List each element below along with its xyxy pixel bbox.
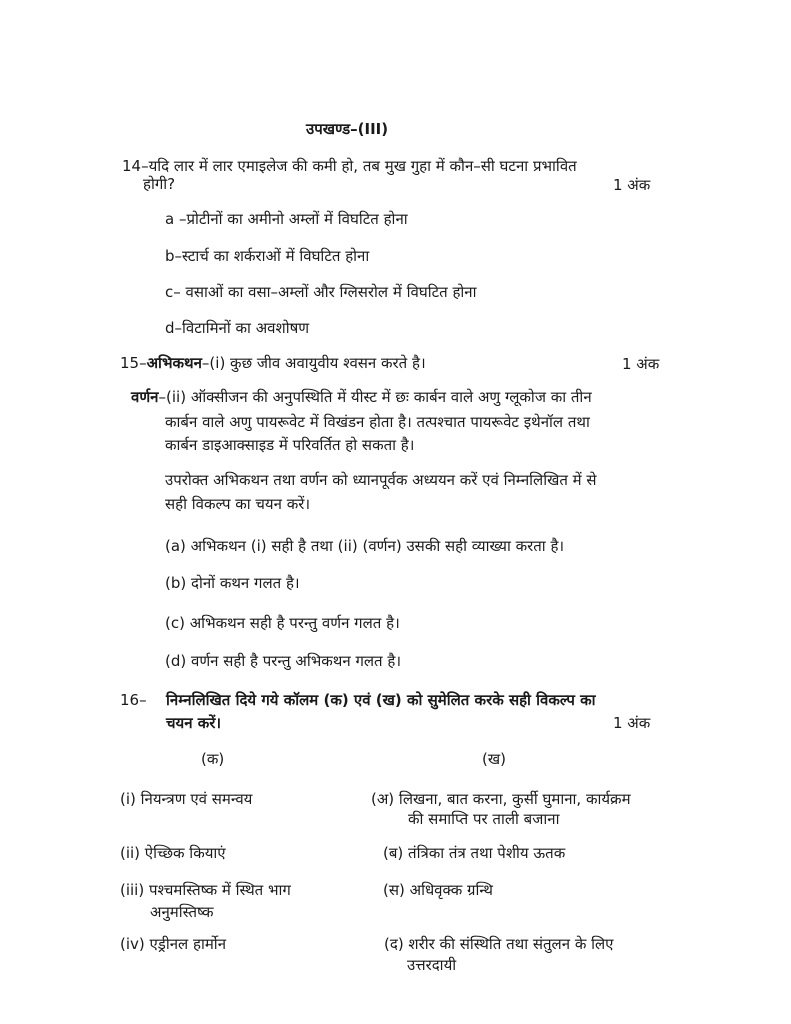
- q14-option-d: d–विटामिनों का अवशोषण: [165, 319, 310, 337]
- q15-option-b: (b) दोनों कथन गलत है।: [165, 574, 300, 592]
- q15-reason-line2: कार्बन वाले अणु पायरूवेट में विखंडन होता है। तत्पश्चात पायरूवेट इथेनॉल तथा: [165, 413, 590, 431]
- col-b-item-2: (ब) तंत्रिका तंत्र तथा पेशीय ऊतक: [383, 844, 566, 862]
- q15-assertion-line: [120, 353, 426, 373]
- column-a-header: (क): [201, 750, 225, 768]
- col-b-item-4-cont: उत्तरदायी: [407, 956, 457, 974]
- col-a-item-1: (i) नियन्त्रण एवं समन्वय: [120, 790, 253, 808]
- col-b-item-4: (द) शरीर की संस्थिति तथा संतुलन के लिए: [384, 935, 614, 953]
- q14-option-b: b–स्टार्च का शर्कराओं में विघटित होना: [165, 247, 370, 265]
- col-a-item-3: (iii) पश्चमस्तिष्क में स्थित भाग: [120, 881, 291, 899]
- q15-instruction-line1: उपरोक्त अभिकथन तथा वर्णन को ध्यानपूर्वक अध्ययन करें एवं निम्नलिखित में से: [165, 471, 597, 489]
- col-b-item-3: (स) अधिवृक्क ग्रन्थि: [383, 881, 493, 899]
- q15-marks: 1 अंक: [622, 355, 660, 373]
- col-b-item-1: (अ) लिखना, बात करना, कुर्सी घुमाना, कार्यक्रम: [371, 790, 631, 808]
- q16-line1: निम्नलिखित दिये गये कॉलम (क) एवं (ख) को सुमेलित करके सही विकल्प का: [166, 691, 596, 709]
- q15-number: 15–: [120, 354, 147, 372]
- col-b-item-1-cont: की समाप्ति पर ताली बजाना: [408, 810, 560, 828]
- q15-option-d: (d) वर्णन सही है परन्तु अभिकथन गलत है।: [165, 652, 402, 670]
- q15-reason-line3: कार्बन डाइआक्साइड में परिवर्तित हो सकता है।: [165, 436, 415, 454]
- q15-reason-text: –(ii) ऑक्सीजन की अनुपस्थिति में यीस्ट में छः कार्बन वाले अणु ग्लूकोज का तीन: [158, 388, 592, 406]
- col-a-item-3-cont: अनुमस्तिष्क: [150, 903, 214, 921]
- col-a-item-2: (ii) ऐच्छिक कियाएं: [120, 844, 226, 862]
- q15-option-c: (c) अभिकथन सही है परन्तु वर्णन गलत है।: [165, 614, 400, 632]
- q16-marks: 1 अंक: [613, 714, 651, 732]
- q15-assertion-text: –(i) कुछ जीव अवायुवीय श्वसन करते है।: [201, 354, 426, 372]
- q15-instruction-line2: सही विकल्प का चयन करें।: [165, 495, 311, 513]
- q16-number: 16–: [120, 691, 147, 709]
- q15-reason-line1: [131, 387, 592, 407]
- q15-option-a: (a) अभिकथन (i) सही है तथा (ii) (वर्णन) उसकी सही व्याख्या करता है।: [165, 537, 565, 555]
- col-a-item-4: (iv) एड्रीनल हार्मोन: [120, 935, 227, 953]
- q14-line2: होगी?: [143, 175, 176, 193]
- q14-marks: 1 अंक: [613, 176, 651, 194]
- q14-option-a: a –प्रोटीनों का अमीनो अम्लों में विघटित होना: [165, 210, 408, 228]
- q14-line1: 14–यदि लार में लार एमाइलेज की कमी हो, तब मुख गुहा में कौन–सी घटना प्रभावित: [122, 157, 577, 175]
- q15-reason-label: वर्णन: [131, 388, 159, 406]
- section-title: उपखण्ड–(III): [306, 120, 389, 138]
- q14-option-c: c– वसाओं का वसा–अम्लों और ग्लिसरोल में विघटित होना: [165, 283, 477, 301]
- q16-line2: चयन करें।: [166, 714, 222, 732]
- column-b-header: (ख): [482, 750, 506, 768]
- q15-assertion-label: अभिकथन: [146, 354, 202, 372]
